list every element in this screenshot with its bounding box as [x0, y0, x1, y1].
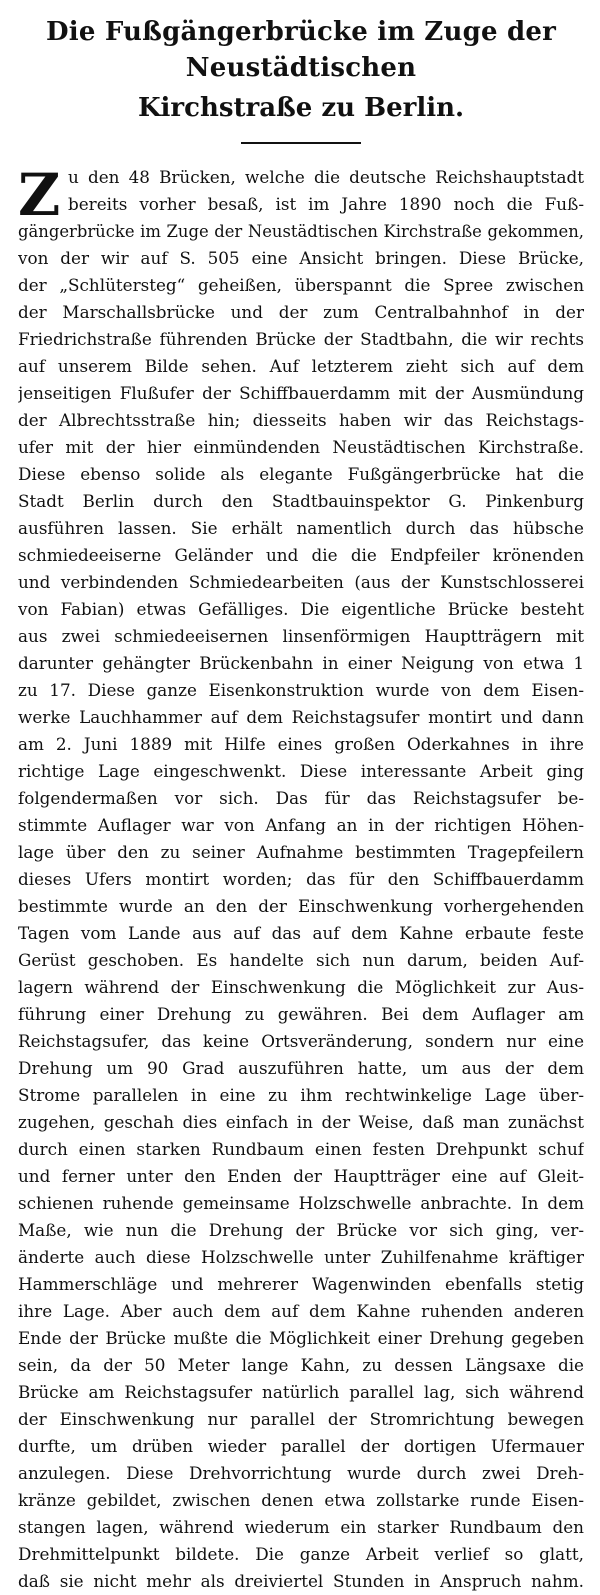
text-line: schienen ruhende gemeinsame Holzschwelle anbrachte. In dem [18, 1193, 584, 1213]
title-line-2: Kirchstraße zu Berlin. [137, 93, 465, 123]
text-line: der Einschwenkung nur parallel der Stromrichtung bewegen [18, 1409, 584, 1429]
text-line: ufer mit der hier einmündenden Neustädtischen Kirchstraße. [18, 437, 584, 457]
text-line: stangen lagen, während wiederum ein starker Rundbaum den [18, 1517, 584, 1537]
text-line: am 2. Juni 1889 mit Hilfe eines großen Oderkahnes in ihre [18, 734, 584, 754]
text-line: dieses Ufers montirt worden; das für den Schiffbauerdamm [18, 869, 584, 889]
text-line: stimmte Auflager war von Anfang an in der richtigen Höhen- [18, 815, 584, 835]
text-line: schmiedeeiserne Geländer und die die Endpfeiler krönenden [18, 545, 584, 565]
text-line: von Fabian) etwas Gefälliges. Die eigentliche Brücke besteht [18, 599, 584, 619]
text-line: jenseitigen Flußufer der Schiffbauerdamm mit der Ausmündung [18, 383, 584, 403]
text-line: u den 48 Brücken, welche die deutsche Reichshauptstadt [68, 167, 584, 187]
text-line: und verbindenden Schmiedearbeiten (aus der Kunstschlosserei [18, 572, 584, 592]
text-line: Tagen vom Lande aus auf das auf dem Kahne erbaute feste [18, 923, 584, 943]
text-line: Drehung um 90 Grad auszuführen hatte, um aus der dem [18, 1058, 584, 1078]
text-line: ausführen lassen. Sie erhält namentlich durch das hübsche [18, 518, 584, 538]
text-line: führung einer Drehung zu gewähren. Bei dem Auflager am [18, 1004, 584, 1024]
text-line: lage über den zu seiner Aufnahme bestimmten Tragepfeilern [18, 842, 584, 862]
text-line: Maße, wie nun die Drehung der Brücke vor sich ging, ver- [18, 1220, 584, 1240]
article-body [18, 161, 584, 1595]
text-line: Drehmittelpunkt bildete. Die ganze Arbeit verlief so glatt, [18, 1544, 584, 1564]
text-line: Gerüst geschoben. Es handelte sich nun darum, beiden Auf- [18, 950, 584, 970]
text-line: zu 17. Diese ganze Eisenkonstruktion wurde von dem Eisen- [18, 680, 584, 700]
text-line: folgendermaßen vor sich. Das für das Reichstagsufer be- [18, 788, 584, 808]
text-line: Hammerschläge und mehrerer Wagenwinden ebenfalls stetig [18, 1274, 584, 1294]
text-line: bereits vorher besaß, ist im Jahre 1890 noch die Fuß- [68, 194, 584, 214]
text-line: ihre Lage. Aber auch dem auf dem Kahne ruhenden anderen [18, 1301, 584, 1321]
text-line: aus zwei schmiedeeisernen linsenförmigen Hauptträgern mit [18, 626, 584, 646]
text-line: Friedrichstraße führenden Brücke der Stadtbahn, die wir rechts [18, 329, 584, 349]
text-line: Reichstagsufer, das keine Ortsveränderung, sondern nur eine [18, 1031, 584, 1051]
text-line: Diese ebenso solide als elegante Fußgängerbrücke hat die [18, 464, 584, 484]
text-line: auf unserem Bilde sehen. Auf letzterem zieht sich auf dem [18, 356, 584, 376]
text-line: Ende der Brücke mußte die Möglichkeit einer Drehung gegeben [18, 1328, 584, 1348]
title-divider [241, 142, 361, 144]
text-line: Stadt Berlin durch den Stadtbauinspektor G. Pinkenburg [18, 491, 584, 511]
text-line: richtige Lage eingeschwenkt. Diese interessante Arbeit ging [18, 761, 584, 781]
text-line: darunter gehängter Brückenbahn in einer Neigung von etwa 1 [18, 653, 584, 673]
text-line: lagern während der Einschwenkung die Möglichkeit zur Aus- [18, 977, 584, 997]
text-line: durfte, um drüben wieder parallel der dortigen Ufermauer [18, 1436, 584, 1456]
text-line: kränze gebildet, zwischen denen etwa zollstarke runde Eisen- [18, 1490, 584, 1510]
text-line: zugehen, geschah dies einfach in der Weise, daß man zunächst [18, 1112, 584, 1132]
drop-cap [18, 161, 64, 229]
text-line: bestimmte wurde an den der Einschwenkung vorhergehenden [18, 896, 584, 916]
text-line: änderte auch diese Holzschwelle unter Zuhilfenahme kräftiger [18, 1247, 584, 1267]
text-line: von der wir auf S. 505 eine Ansicht bringen. Diese Brücke, [18, 248, 584, 268]
text-line: werke Lauchhammer auf dem Reichstagsufer montirt und dann [18, 707, 584, 727]
text-line: durch einen starken Rundbaum einen festen Drehpunkt schuf [18, 1139, 584, 1159]
text-line: sein, da der 50 Meter lange Kahn, zu dessen Längsaxe die [18, 1355, 584, 1375]
drop-cap-letter: Z [18, 161, 61, 229]
text-line: anzulegen. Diese Drehvorrichtung wurde durch zwei Dreh- [18, 1463, 584, 1483]
text-line: der „Schlütersteg“ geheißen, überspannt die Spree zwischen [18, 275, 584, 295]
text-line: gängerbrücke im Zuge der Neustädtischen Kirchstraße gekommen, [18, 222, 584, 241]
text-line: der Albrechtsstraße hin; diesseits haben wir das Reichstags- [18, 410, 584, 430]
title-line-1: Die Fußgängerbrücke im Zuge der Neustädtischen [46, 17, 556, 83]
text-line: Brücke am Reichstagsufer natürlich parallel lag, sich während [18, 1382, 584, 1402]
text-line: Strome parallelen in eine zu ihm rechtwinkelige Lage über- [18, 1085, 584, 1105]
text-line: der Marschallsbrücke und der zum Centralbahnhof in der [18, 302, 584, 322]
text-line: daß sie nicht mehr als dreiviertel Stunden in Anspruch nahm. [18, 1571, 584, 1591]
text-line: und ferner unter den Enden der Hauptträger eine auf Gleit- [18, 1166, 584, 1186]
article-title [18, 14, 584, 126]
